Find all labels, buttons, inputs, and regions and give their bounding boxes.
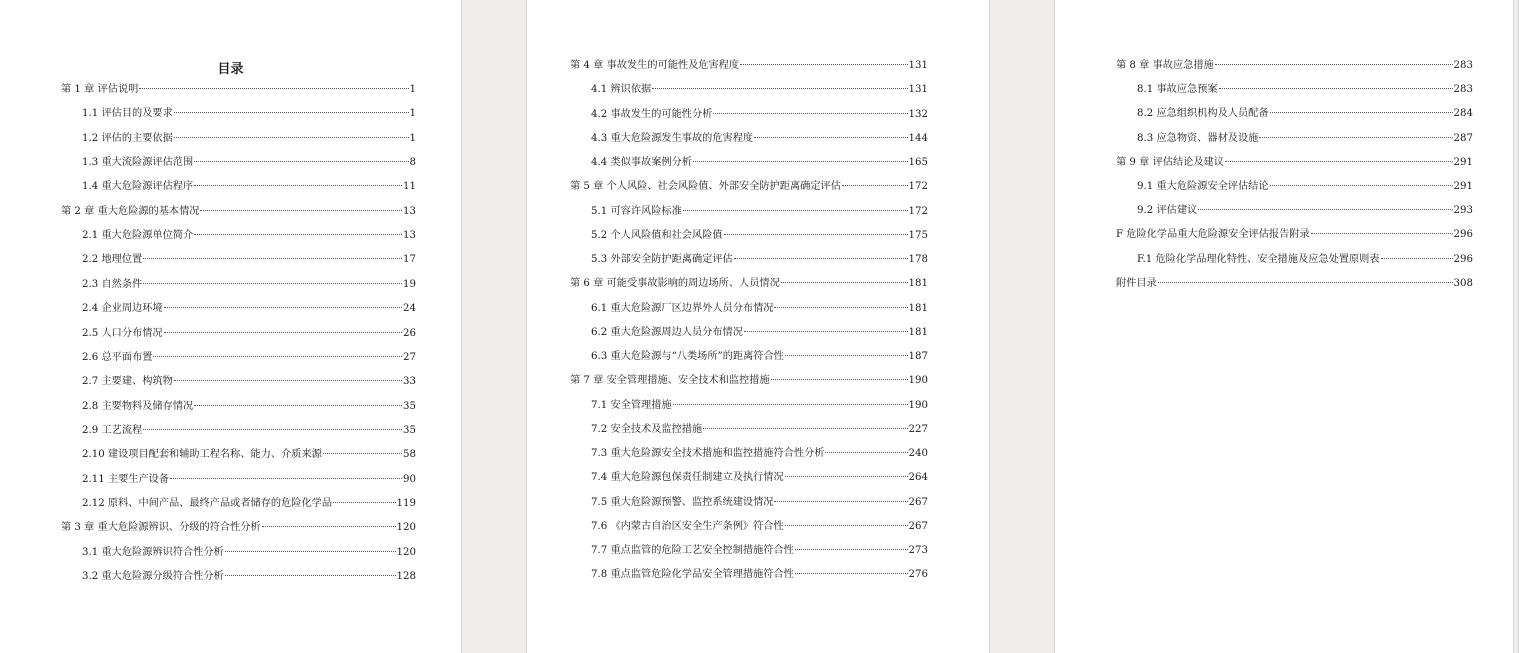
toc-entry-label: F.1 危险化学品理化特性、安全措施及应急处置原则表 <box>1137 253 1380 265</box>
toc-section-entry[interactable] <box>591 252 928 268</box>
toc-dot-leader <box>713 113 907 114</box>
toc-section-entry[interactable] <box>82 399 416 415</box>
toc-dot-leader <box>1215 64 1453 65</box>
toc-entry-label: 第 4 章 事故发生的可能性及危害程度 <box>570 60 740 71</box>
toc-section-entry[interactable] <box>82 545 416 561</box>
toc-entry-label: 2.4 企业周边环境 <box>82 303 163 315</box>
toc-page-number: 13 <box>403 230 416 242</box>
toc-section-entry[interactable] <box>1137 179 1473 195</box>
toc-entry-label: 9.2 评估建议 <box>1137 205 1198 217</box>
toc-dot-leader <box>703 428 907 429</box>
toc-dot-leader <box>194 185 402 186</box>
toc-dot-leader <box>744 331 908 332</box>
toc-page-number: 296 <box>1453 229 1473 241</box>
toc-dot-leader <box>785 355 908 356</box>
toc-page-number: 296 <box>1453 253 1473 265</box>
toc-chapter-entry[interactable] <box>61 204 416 220</box>
toc-dot-leader <box>139 88 408 89</box>
toc-page-number: 178 <box>908 254 928 265</box>
toc-entry-label: 7.3 重大危险源安全技术措施和监控措施符合性分析 <box>591 448 825 459</box>
toc-page-number: 1 <box>409 132 416 144</box>
toc-title: 目录 <box>217 62 244 77</box>
toc-section-entry[interactable] <box>1137 106 1473 122</box>
toc-dot-leader <box>781 282 908 283</box>
toc-dot-leader <box>194 405 402 406</box>
toc-dot-leader <box>1270 185 1453 186</box>
toc-dot-leader <box>1219 88 1453 89</box>
toc-entry-label: 2.8 主要物料及储存情况 <box>82 400 194 412</box>
toc-section-entry[interactable] <box>82 423 416 439</box>
toc-section-entry[interactable] <box>591 495 928 511</box>
toc-page-number: 273 <box>908 545 928 556</box>
toc-section-entry[interactable] <box>591 155 928 171</box>
toc-section-entry[interactable] <box>591 107 928 123</box>
toc-dot-leader <box>153 356 402 357</box>
toc-page-number: 181 <box>908 326 928 338</box>
toc-dot-leader <box>693 161 908 162</box>
toc-section-entry[interactable] <box>1137 131 1473 147</box>
toc-dot-leader <box>785 476 908 477</box>
toc-page-number: 293 <box>1453 205 1473 217</box>
toc-page-number: 26 <box>403 327 416 339</box>
toc-page-number: 8 <box>409 157 416 169</box>
toc-dot-leader <box>842 185 908 186</box>
toc-section-entry[interactable] <box>591 82 928 98</box>
toc-page-number: 35 <box>403 424 416 436</box>
toc-page-number: 144 <box>908 132 928 144</box>
toc-page-number: 120 <box>396 522 416 534</box>
toc-section-entry[interactable] <box>591 470 928 486</box>
page-gutter-left <box>461 0 527 653</box>
toc-section-entry[interactable] <box>82 374 416 390</box>
toc-page-number: 284 <box>1453 108 1473 120</box>
toc-page-number: 276 <box>908 569 928 581</box>
toc-entry-label: 5.2 个人风险值和社会风险值 <box>591 229 723 241</box>
toc-chapter-entry[interactable] <box>1116 276 1473 292</box>
toc-entry-label: 8.3 应急物资、器材及设施 <box>1137 132 1259 144</box>
toc-page-number: 283 <box>1453 60 1473 71</box>
toc-entry-label: 第 1 章 评估说明 <box>61 84 139 95</box>
toc-entry-label: 2.7 主要建、构筑物 <box>82 376 173 388</box>
toc-dot-leader <box>825 452 907 453</box>
toc-dot-leader <box>1381 258 1453 259</box>
toc-section-entry[interactable] <box>591 204 928 220</box>
toc-page-number: 120 <box>396 546 416 558</box>
toc-page-number: 35 <box>403 400 416 412</box>
document-page-1 <box>0 0 461 653</box>
toc-entry-label: 2.5 人口分布情况 <box>82 327 163 339</box>
toc-chapter-entry[interactable] <box>1116 58 1473 74</box>
toc-page-number: 190 <box>908 375 928 387</box>
toc-dot-leader <box>164 307 402 308</box>
toc-page-number: 19 <box>403 278 416 290</box>
toc-entry-label: 2.11 主要生产设备 <box>82 473 170 485</box>
toc-dot-leader <box>194 161 408 162</box>
toc-dot-leader <box>194 234 402 235</box>
toc-section-entry[interactable] <box>82 569 416 585</box>
toc-entry-label: 6.1 重大危险源厂区边界外人员分布情况 <box>591 302 774 314</box>
page-gutter-right <box>989 0 1055 653</box>
toc-dot-leader <box>143 283 402 284</box>
toc-page-number: 13 <box>403 205 416 217</box>
toc-page-number: 1 <box>409 108 416 120</box>
toc-page-number: 291 <box>1453 156 1473 168</box>
toc-section-entry[interactable] <box>82 228 416 244</box>
toc-dot-leader <box>1311 233 1453 234</box>
toc-entry-label: 7.5 重大危险源预警、监控系统建设情况 <box>591 496 774 508</box>
toc-chapter-entry[interactable] <box>570 276 928 292</box>
toc-page-number: 267 <box>908 496 928 508</box>
toc-chapter-entry[interactable] <box>570 373 928 389</box>
toc-chapter-entry[interactable] <box>570 58 928 74</box>
toc-dot-leader <box>225 575 396 576</box>
toc-section-entry[interactable] <box>591 301 928 317</box>
toc-page-number: 181 <box>908 302 928 314</box>
toc-page-number: 11 <box>403 181 416 193</box>
toc-page-number: 131 <box>908 60 928 71</box>
toc-dot-leader <box>1158 282 1453 283</box>
toc-entry-label: 7.7 重点监管的危险工艺安全控制措施符合性 <box>591 545 794 556</box>
toc-section-entry[interactable] <box>82 252 416 268</box>
toc-dot-leader <box>200 210 402 211</box>
toc-entry-label: 2.9 工艺流程 <box>82 424 143 436</box>
toc-dot-leader <box>1225 161 1453 162</box>
toc-entry-label: 7.1 安全管理措施 <box>591 399 672 411</box>
toc-entry-label: 5.3 外部安全防护距离确定评估 <box>591 254 733 265</box>
toc-section-entry[interactable] <box>82 277 416 293</box>
toc-dot-leader <box>143 258 402 259</box>
toc-section-entry[interactable] <box>82 496 416 512</box>
toc-entry-label: 6.3 重大危险源与“八类场所”的距离符合性 <box>591 351 784 362</box>
toc-dot-leader <box>225 551 396 552</box>
toc-section-entry[interactable] <box>591 446 928 462</box>
toc-dot-leader <box>1198 209 1452 210</box>
toc-page-number: 90 <box>403 473 416 485</box>
toc-entry-label: 2.1 重大危险源单位简介 <box>82 230 194 242</box>
toc-entry-label: 7.8 重点监管危险化学品安全管理措施符合性 <box>591 569 794 581</box>
toc-entry-label: 第 6 章 可能受事故影响的周边场所、人员情况 <box>570 278 780 290</box>
toc-page-number: 227 <box>908 423 928 435</box>
toc-page-number: 165 <box>908 157 928 168</box>
toc-section-entry[interactable] <box>1137 82 1473 98</box>
toc-page-number: 291 <box>1453 181 1473 192</box>
toc-entry-label: 4.4 类似事故案例分析 <box>591 157 692 168</box>
toc-entry-label: 1.4 重大危险源评估程序 <box>82 181 194 193</box>
toc-entry-label: 4.3 重大危险源发生事故的危害程度 <box>591 132 754 144</box>
toc-section-entry[interactable] <box>591 398 928 414</box>
toc-dot-leader <box>774 307 907 308</box>
toc-page-number: 58 <box>403 449 416 461</box>
toc-section-entry[interactable] <box>591 228 928 244</box>
toc-dot-leader <box>683 210 908 211</box>
toc-entry-label: 1.2 评估的主要依据 <box>82 132 173 144</box>
toc-entry-label: 第 9 章 评估结论及建议 <box>1116 156 1224 168</box>
toc-page-number: 131 <box>908 84 928 96</box>
toc-chapter-entry[interactable] <box>1116 227 1473 243</box>
toc-dot-leader <box>333 502 396 503</box>
toc-dot-leader <box>771 379 908 380</box>
toc-dot-leader <box>323 453 402 454</box>
toc-entry-label: 6.2 重大危险源周边人员分布情况 <box>591 326 743 338</box>
toc-entry-label: 2.3 自然条件 <box>82 278 143 290</box>
toc-entry-label: 1.1 评估目的及要求 <box>82 108 173 120</box>
document-page-2 <box>527 0 989 653</box>
toc-page-number: 24 <box>403 303 416 315</box>
toc-chapter-entry[interactable] <box>61 82 416 98</box>
toc-section-entry[interactable] <box>82 155 416 171</box>
toc-page-number: 287 <box>1453 132 1473 144</box>
toc-dot-leader <box>754 137 907 138</box>
toc-page-number: 33 <box>403 376 416 388</box>
toc-entry-label: 第 2 章 重大危险源的基本情况 <box>61 205 200 217</box>
page-gutter-edge <box>1513 0 1519 653</box>
toc-page-number: 181 <box>908 278 928 290</box>
toc-chapter-entry[interactable] <box>61 520 416 536</box>
toc-dot-leader <box>673 404 908 405</box>
toc-dot-leader <box>795 549 908 550</box>
toc-entry-label: 7.2 安全技术及监控措施 <box>591 423 703 435</box>
toc-dot-leader <box>1259 137 1452 138</box>
toc-section-entry[interactable] <box>591 519 928 535</box>
toc-section-entry[interactable] <box>591 131 928 147</box>
toc-entry-label: F 危险化学品重大危险源安全评估报告附录 <box>1116 229 1310 241</box>
toc-entry-label: 3.1 重大危险源辨识符合性分析 <box>82 546 224 558</box>
toc-section-entry[interactable] <box>82 350 416 366</box>
toc-entry-label: 8.2 应急组织机构及人员配备 <box>1137 108 1269 120</box>
toc-chapter-entry[interactable] <box>570 179 928 195</box>
toc-entry-label: 4.1 辨识依据 <box>591 84 652 96</box>
toc-page-number: 1 <box>409 84 416 95</box>
toc-entry-label: 3.2 重大危险源分级符合性分析 <box>82 571 224 582</box>
toc-section-entry[interactable] <box>591 422 928 438</box>
toc-section-entry[interactable] <box>82 472 416 488</box>
toc-dot-leader <box>170 478 402 479</box>
toc-dot-leader <box>1270 112 1453 113</box>
toc-page-number: 240 <box>908 448 928 459</box>
toc-dot-leader <box>740 64 908 65</box>
toc-section-entry[interactable] <box>82 131 416 147</box>
toc-entry-label: 5.1 可容许风险标准 <box>591 205 682 217</box>
toc-entry-label: 第 5 章 个人风险、社会风险值、外部安全防护距离确定评估 <box>570 181 841 193</box>
toc-chapter-entry[interactable] <box>1116 155 1473 171</box>
toc-dot-leader <box>143 429 402 430</box>
toc-page-number: 267 <box>908 520 928 532</box>
toc-page-number: 175 <box>908 229 928 241</box>
toc-dot-leader <box>734 258 908 259</box>
toc-page-number: 264 <box>908 472 928 484</box>
toc-entry-label: 第 8 章 事故应急措施 <box>1116 60 1214 71</box>
toc-entry-label: 7.6 《内蒙古自治区安全生产条例》符合性 <box>591 520 784 532</box>
toc-section-entry[interactable] <box>1137 252 1473 268</box>
toc-entry-label: 第 3 章 重大危险源辨识、分级的符合性分析 <box>61 522 261 534</box>
toc-entry-label: 8.1 事故应急预案 <box>1137 84 1218 96</box>
toc-section-entry[interactable] <box>82 179 416 195</box>
toc-section-entry[interactable] <box>591 325 928 341</box>
toc-dot-leader <box>795 573 908 574</box>
toc-section-entry[interactable] <box>82 447 416 463</box>
toc-page-number: 119 <box>396 497 416 509</box>
toc-entry-label: 2.6 总平面布置 <box>82 351 153 363</box>
toc-dot-leader <box>785 525 908 526</box>
toc-section-entry[interactable] <box>82 106 416 122</box>
toc-dot-leader <box>774 501 907 502</box>
toc-section-entry[interactable] <box>591 567 928 583</box>
toc-entry-label: 4.2 事故发生的可能性分析 <box>591 108 713 120</box>
toc-section-entry[interactable] <box>591 349 928 365</box>
toc-dot-leader <box>174 112 409 113</box>
toc-entry-label: 附件目录 <box>1116 277 1157 289</box>
toc-page-number: 172 <box>908 205 928 217</box>
toc-page-number: 190 <box>908 399 928 411</box>
toc-entry-label: 1.3 重大流险源评估范围 <box>82 157 194 169</box>
toc-page-number: 172 <box>908 181 928 193</box>
toc-entry-label: 第 7 章 安全管理措施、安全技术和监控措施 <box>570 375 770 387</box>
toc-section-entry[interactable] <box>82 326 416 342</box>
toc-page-number: 187 <box>908 351 928 362</box>
toc-page-number: 17 <box>403 254 416 266</box>
toc-entry-label: 9.1 重大危险源安全评估结论 <box>1137 181 1269 192</box>
toc-dot-leader <box>652 88 907 89</box>
toc-entry-label: 2.12 原料、中间产品、最终产品或者储存的危险化学品 <box>82 497 333 509</box>
toc-dot-leader <box>174 137 409 138</box>
toc-dot-leader <box>724 234 908 235</box>
toc-section-entry[interactable] <box>82 301 416 317</box>
toc-entry-label: 2.2 地理位置 <box>82 254 143 266</box>
toc-entry-label: 2.10 建设项目配套和辅助工程名称、能力、介质来源 <box>82 449 322 461</box>
document-page-3 <box>1055 0 1513 653</box>
toc-dot-leader <box>262 526 396 527</box>
toc-dot-leader <box>164 332 402 333</box>
toc-dot-leader <box>174 380 402 381</box>
toc-section-entry[interactable] <box>591 543 928 559</box>
toc-page-number: 128 <box>396 571 416 582</box>
toc-page-number: 27 <box>403 351 416 363</box>
toc-entry-label: 7.4 重大危险源包保责任制建立及执行情况 <box>591 472 784 484</box>
toc-page-number: 132 <box>908 108 928 120</box>
toc-page-number: 308 <box>1453 277 1473 289</box>
toc-page-number: 283 <box>1453 84 1473 96</box>
toc-section-entry[interactable] <box>1137 203 1473 219</box>
